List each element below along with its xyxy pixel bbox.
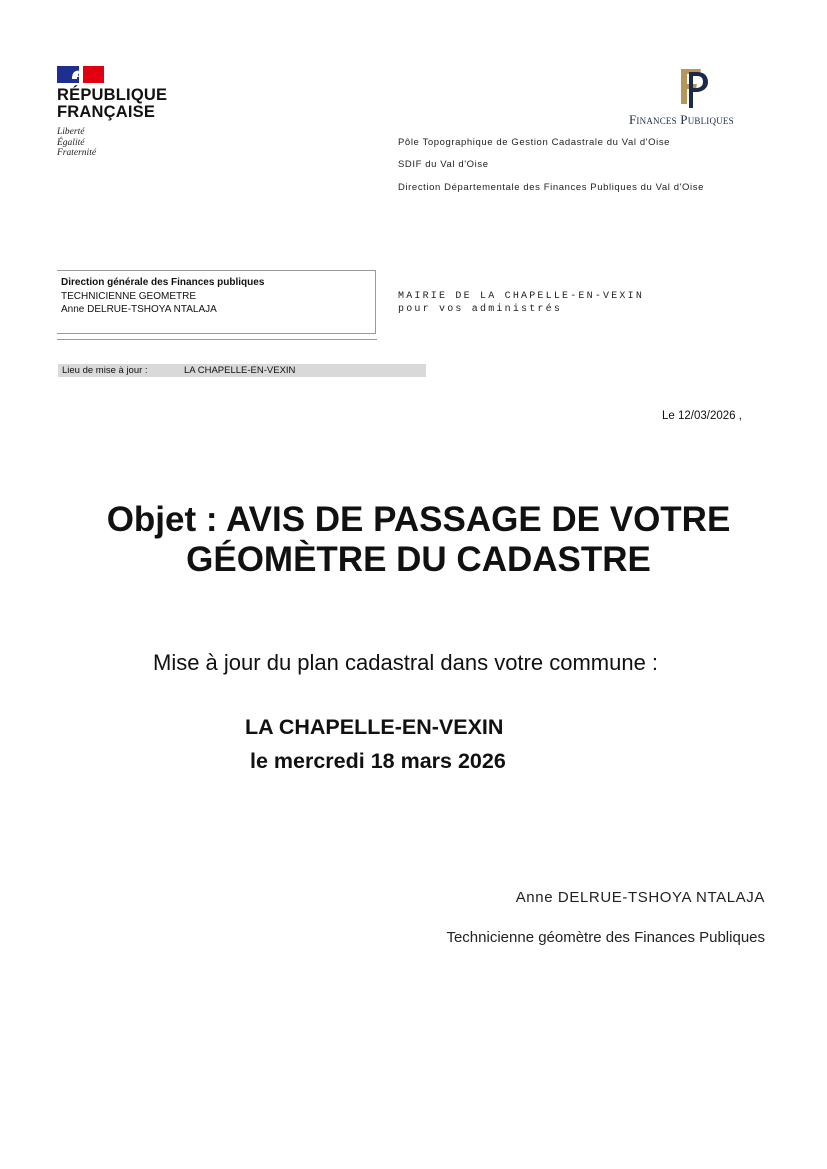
subject-line-2: GÉOMÈTRE DU CADASTRE	[186, 540, 651, 579]
sender-name: Anne DELRUE-TSHOYA NTALAJA	[61, 304, 217, 315]
letter-subject	[40, 500, 797, 580]
sender-divider	[57, 339, 377, 340]
lieu-mise-a-jour-bar	[58, 364, 426, 377]
service-sdif: SDIF du Val d'Oise	[398, 159, 489, 170]
sender-organization: Direction générale des Finances publiques	[61, 277, 265, 288]
signature-title: Technicienne géomètre des Finances Publiques	[446, 929, 765, 946]
service-ddfip: Direction Départementale des Finances Publiques du Val d'Oise	[398, 182, 704, 193]
republique-francaise-logo	[57, 66, 177, 159]
tricolor-flag-icon	[57, 66, 104, 83]
republique-line: RÉPUBLIQUE	[57, 86, 168, 104]
motto-fraternite: Fraternité	[57, 148, 97, 158]
recipient-line-1: MAIRIE DE LA CHAPELLE-EN-VEXIN	[398, 291, 645, 302]
sender-role: TECHNICIENNE GEOMETRE	[61, 291, 197, 302]
motto-liberte: Liberté	[57, 127, 85, 137]
francaise-line: FRANÇAISE	[57, 103, 156, 121]
finances-publiques-wordmark: Finances Publiques	[629, 112, 734, 127]
letter-date: Le 12/03/2026 ,	[662, 410, 742, 422]
republique-francaise-name	[57, 87, 177, 121]
finances-publiques-logo	[615, 66, 775, 130]
lieu-value: LA CHAPELLE-EN-VEXIN	[184, 365, 296, 376]
motto-egalite: Égalité	[57, 137, 85, 148]
lieu-label: Lieu de mise à jour :	[62, 365, 148, 376]
subject-line-1: Objet : AVIS DE PASSAGE DE VOTRE	[106, 500, 731, 539]
sender-box	[57, 270, 376, 334]
signature-name: Anne DELRUE-TSHOYA NTALAJA	[515, 889, 765, 906]
recipient-line-2: pour vos administrés	[398, 304, 563, 315]
service-pole-topographique: Pôle Topographique de Gestion Cadastrale du Val d'Oise	[398, 137, 671, 148]
body-commune: LA CHAPELLE-EN-VEXIN	[245, 715, 504, 739]
republic-motto	[57, 127, 177, 159]
finances-publiques-monogram-icon	[675, 66, 711, 110]
body-passage-date: le mercredi 18 mars 2026	[250, 749, 506, 773]
body-intro: Mise à jour du plan cadastral dans votre commune :	[153, 650, 659, 675]
marianne-icon	[69, 68, 82, 81]
